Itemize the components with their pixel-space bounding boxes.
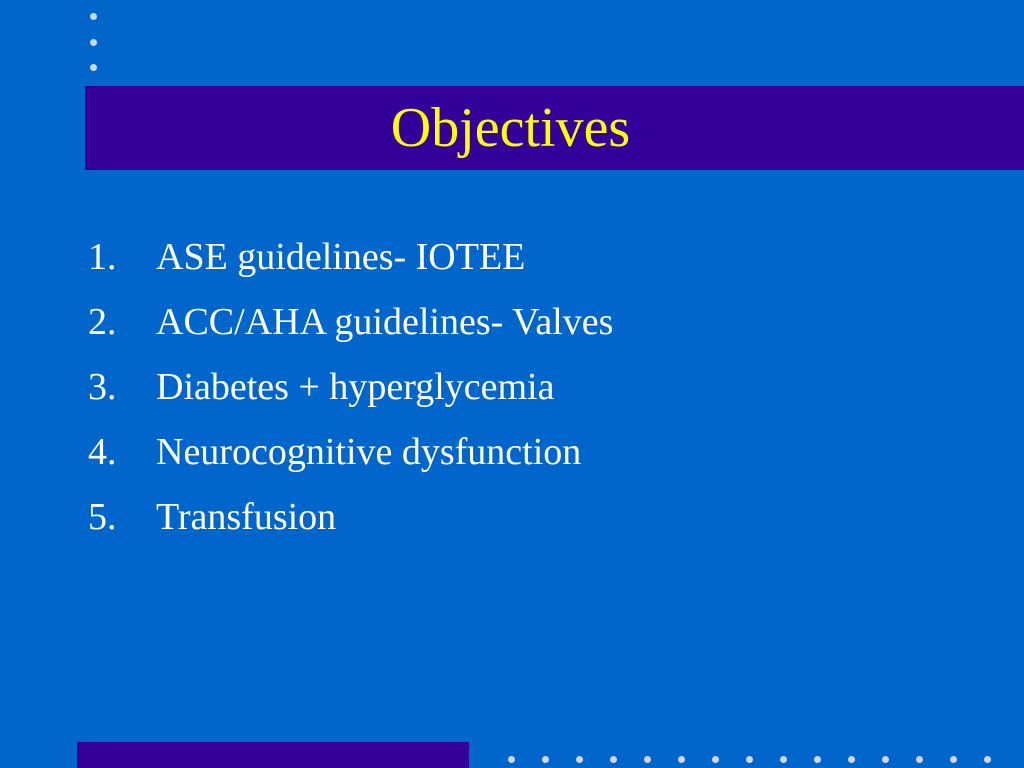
item-number: 3.	[88, 366, 117, 408]
decorative-dot	[644, 756, 651, 763]
list-item	[88, 358, 988, 423]
decorative-dot	[90, 39, 97, 46]
decorative-dot	[746, 756, 753, 763]
item-number: 4.	[88, 431, 117, 473]
decorative-dot	[814, 756, 821, 763]
decorative-dot	[508, 756, 515, 763]
item-text: ASE guidelines- IOTEE	[156, 236, 526, 278]
item-number: 5.	[88, 496, 117, 538]
item-text: Neurocognitive dysfunction	[156, 431, 582, 473]
decorative-dot	[950, 756, 957, 763]
decorative-dot	[712, 756, 719, 763]
decorative-dot	[542, 756, 549, 763]
decorative-dot	[848, 756, 855, 763]
decorative-dot	[90, 64, 97, 71]
decorative-dot	[90, 13, 97, 20]
list-item	[88, 293, 988, 358]
bottom-bar	[77, 742, 469, 768]
item-number: 2.	[88, 301, 117, 343]
decorative-dot	[780, 756, 787, 763]
decorative-dot	[678, 756, 685, 763]
item-text: Diabetes + hyperglycemia	[156, 366, 555, 408]
slide-title: Objectives	[390, 97, 631, 159]
decorative-dot	[916, 756, 923, 763]
item-number: 1.	[88, 236, 117, 278]
decorative-dot	[882, 756, 889, 763]
list-item	[88, 488, 988, 553]
decorative-dot	[610, 756, 617, 763]
decorative-dot	[984, 756, 991, 763]
list-item	[88, 423, 988, 488]
item-text: Transfusion	[156, 496, 337, 538]
objectives-list	[88, 228, 988, 553]
decorative-dot	[576, 756, 583, 763]
item-text: ACC/AHA guidelines- Valves	[156, 301, 614, 343]
list-item	[88, 228, 988, 293]
